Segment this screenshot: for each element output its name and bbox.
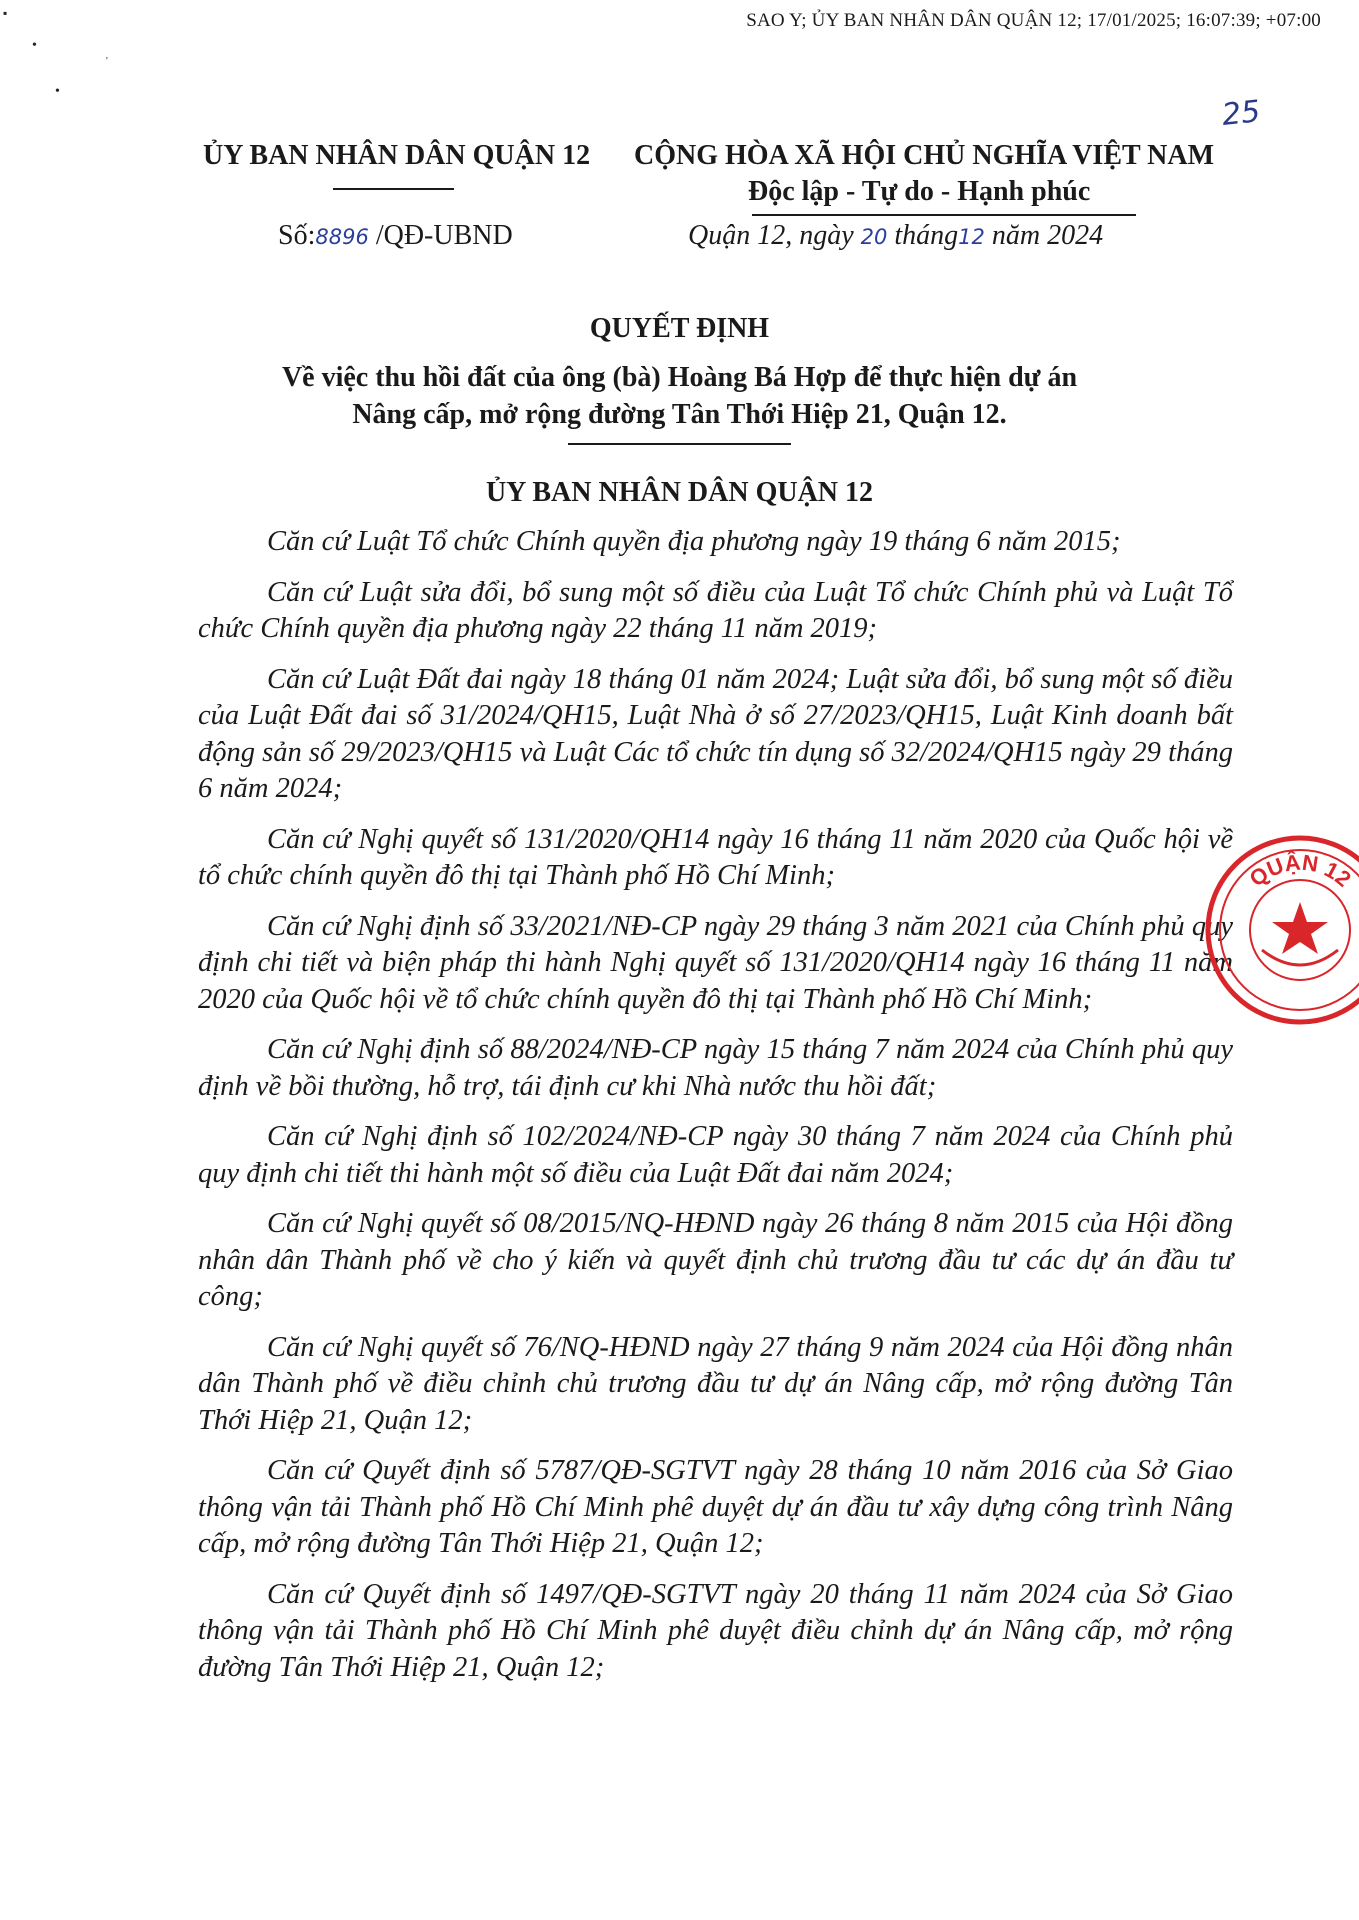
number-prefix: Số: <box>278 220 316 251</box>
decision-subject-line-2: Nâng cấp, mở rộng đường Tân Thới Hiệp 21, Quận 12. <box>352 399 1007 430</box>
handwritten-month: 12 <box>958 225 985 249</box>
agency-underline <box>333 188 454 190</box>
handwritten-page-number: 25 <box>1220 94 1262 133</box>
number-suffix: /QĐ-UBND <box>375 220 513 251</box>
national-motto: Độc lập - Tự do - Hạnh phúc <box>748 176 1091 207</box>
speck-mark: ' <box>106 56 108 67</box>
speck-mark: • <box>55 84 60 99</box>
legal-basis-paragraph: Căn cứ Nghị quyết số 08/2015/NQ-HĐND ngày 26 tháng 8 năm 2015 của Hội đồng nhân dân Thành phố về cho ý kiến và quyết định chủ trương đầu tư các dự án đầu tư công; <box>198 1208 1233 1312</box>
copy-stamp: SAO Y; ỦY BAN NHÂN DÂN QUẬN 12; 17/01/2025; 16:07:39; +07:00 <box>746 10 1321 31</box>
document-date <box>688 220 1103 252</box>
legal-basis-paragraph: Căn cứ Nghị quyết số 131/2020/QH14 ngày 16 tháng 11 năm 2020 của Quốc hội về tổ chức chính quyền đô thị tại Thành phố Hồ Chí Minh; <box>198 823 1233 891</box>
date-part2: tháng <box>894 220 959 251</box>
issuer-heading: ỦY BAN NHÂN DÂN QUẬN 12 <box>485 477 874 508</box>
legal-basis-paragraph: Căn cứ Luật Tổ chức Chính quyền địa phương ngày 19 tháng 6 năm 2015; <box>267 526 1121 557</box>
official-seal-icon <box>1200 830 1359 1030</box>
document-number <box>278 220 513 252</box>
legal-basis-paragraph: Căn cứ Nghị quyết số 76/NQ-HĐND ngày 27 tháng 9 năm 2024 của Hội đồng nhân dân Thành phố về điều chỉnh chủ trương đầu tư dự án Nâng cấp, mở rộng đường Tân Thới Hiệp 21, Quận 12; <box>198 1331 1233 1436</box>
legal-basis-paragraph: Căn cứ Nghị định số 33/2021/NĐ-CP ngày 29 tháng 3 năm 2021 của Chính phủ quy định chi tiết và biện pháp thi hành Nghị quyết số 131/2020/QH14 ngày 16 tháng 11 năm 2020 của Quốc hội về tổ chức chính quyền đô thị tại Thành phố Hồ Chí Minh; <box>198 910 1233 1015</box>
decision-subject-line-1: Về việc thu hồi đất của ông (bà) Hoàng Bá Hợp để thực hiện dự án <box>281 362 1078 393</box>
nation-name: CỘNG HÒA XÃ HỘI CHỦ NGHĨA VIỆT NAM <box>634 140 1215 171</box>
seal-text: QUẬN 12 <box>1244 849 1356 892</box>
legal-basis-paragraph: Căn cứ Luật Đất đai ngày 18 tháng 01 năm 2024; Luật sửa đổi, bổ sung một số điều của Luật Đất đai số 31/2024/QH15, Luật Nhà ở số 27/2023/QH15, Luật Kinh doanh bất động sản số 29/2023/QH15 và Luật Các tổ chức tín dụng số 32/2024/QH15 ngày 29 tháng 6 năm 2024; <box>198 663 1233 804</box>
legal-basis-paragraph: Căn cứ Nghị định số 88/2024/NĐ-CP ngày 15 tháng 7 năm 2024 của Chính phủ quy định về bồi thường, hỗ trợ, tái định cư khi Nhà nước thu hồi đất; <box>198 1034 1233 1102</box>
legal-basis-paragraph: Căn cứ Quyết định số 1497/QĐ-SGTVT ngày 20 tháng 11 năm 2024 của Sở Giao thông vận tải Thành phố Hồ Chí Minh phê duyệt điều chỉnh dự án Nâng cấp, mở rộng đường Tân Thới Hiệp 21, Quận 12; <box>198 1578 1233 1683</box>
legal-basis-paragraph: Căn cứ Luật sửa đổi, bổ sung một số điều của Luật Tổ chức Chính phủ và Luật Tổ chức Chính quyền địa phương ngày 22 tháng 11 năm 2019; <box>198 576 1233 644</box>
agency-name: ỦY BAN NHÂN DÂN QUẬN 12 <box>203 140 591 171</box>
legal-basis-paragraph: Căn cứ Nghị định số 102/2024/NĐ-CP ngày 30 tháng 7 năm 2024 của Chính phủ quy định chi tiết thi hành một số điều của Luật Đất đai năm 2024; <box>198 1121 1233 1189</box>
speck-mark: ▪ <box>3 6 8 20</box>
date-part1: Quận 12, ngày <box>688 220 854 251</box>
svg-text:QUẬN 12 <box>1245 850 1356 892</box>
motto-underline <box>752 214 1136 216</box>
handwritten-number: 8896 <box>315 225 369 249</box>
speck-mark: • <box>32 38 37 53</box>
decision-heading: QUYẾT ĐỊNH <box>589 313 770 344</box>
handwritten-day: 20 <box>860 225 888 249</box>
legal-basis-paragraph: Căn cứ Quyết định số 5787/QĐ-SGTVT ngày 28 tháng 10 năm 2016 của Sở Giao thông vận tải Thành phố Hồ Chí Minh phê duyệt dự án đầu tư xây dựng công trình Nâng cấp, mở rộng đường Tân Thới Hiệp 21, Quận 12; <box>198 1455 1233 1559</box>
legal-basis-body <box>198 524 1233 1700</box>
title-underline <box>568 443 791 445</box>
date-part3: năm 2024 <box>991 220 1104 251</box>
